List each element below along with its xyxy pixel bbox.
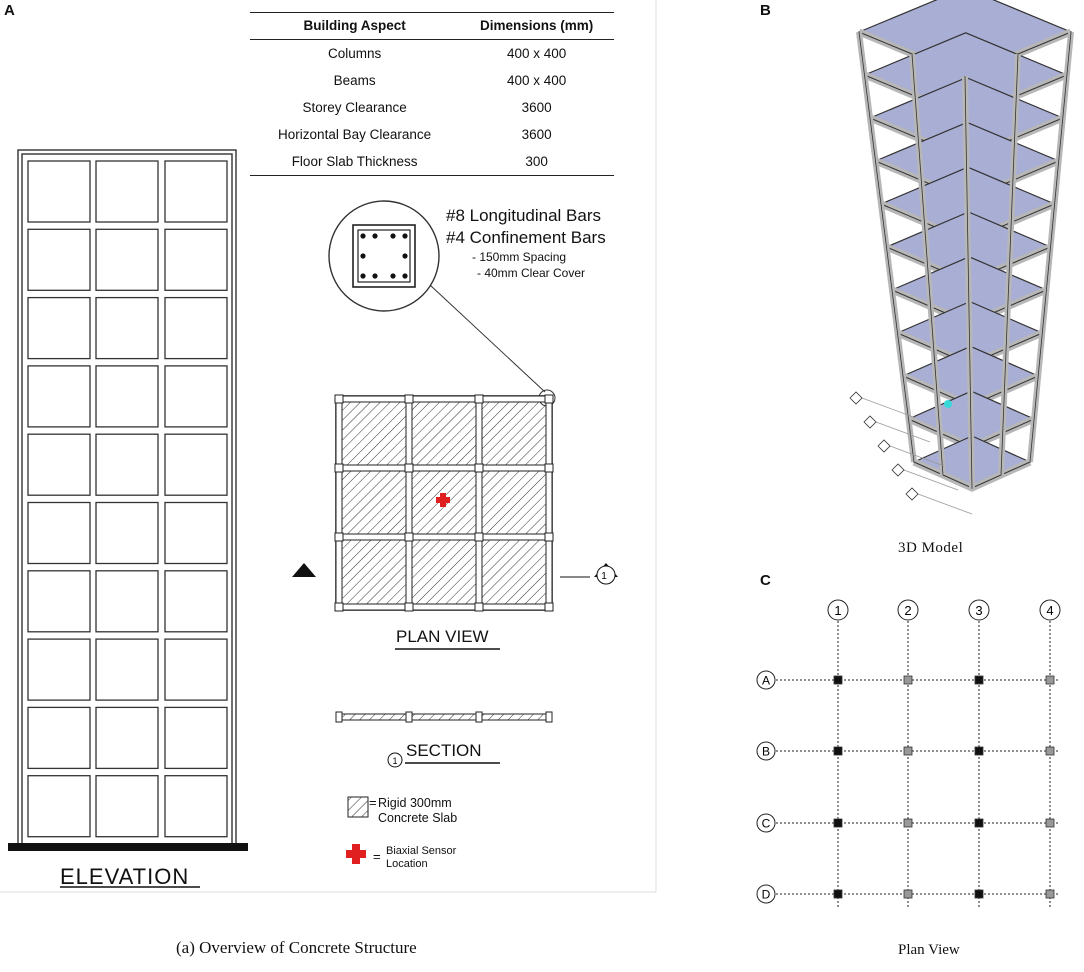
elevation-bay: [28, 161, 90, 222]
table-cell: Horizontal Bay Clearance: [278, 127, 432, 142]
plan-column: [405, 395, 413, 403]
legend-sensor-eq: =: [373, 849, 381, 864]
table-cell: Beams: [333, 73, 376, 88]
column-grid: [757, 600, 1060, 908]
grid-row-label: B: [761, 744, 771, 759]
table-cell: 400 x 400: [506, 46, 567, 61]
grid-column-node: [834, 890, 842, 898]
grid-row-label: C: [761, 816, 771, 831]
plan-beam: [336, 465, 552, 471]
plan-column: [545, 603, 553, 611]
panel-c-letter: C: [760, 572, 771, 589]
grid-column-node: [834, 819, 842, 827]
plan-column: [405, 464, 413, 472]
elevation-bay: [28, 434, 90, 495]
plan-beam: [476, 396, 482, 610]
grid-column-node: [904, 747, 912, 755]
grid-column-node: [975, 890, 983, 898]
plan-column: [545, 464, 553, 472]
plan-beam: [336, 604, 552, 610]
grid-bubble: [850, 392, 862, 404]
elevation-bay: [96, 298, 158, 359]
plan-column: [475, 603, 483, 611]
elevation-bay: [96, 639, 158, 700]
plan-column: [335, 603, 343, 611]
grid-column-node: [975, 819, 983, 827]
elevation-bay: [165, 707, 227, 768]
grid-row-label: D: [761, 887, 771, 902]
elevation-bay: [165, 434, 227, 495]
plan-column: [335, 464, 343, 472]
panel-c-caption: Plan View: [898, 942, 960, 958]
grid-column-node: [904, 819, 912, 827]
elevation-bay: [165, 229, 227, 290]
elevation-bay: [28, 707, 90, 768]
plan-column: [475, 533, 483, 541]
elevation-bay: [165, 503, 227, 564]
table-cell: 300: [525, 154, 548, 169]
elevation-label: ELEVATION: [60, 864, 190, 889]
grid-column-node: [1046, 890, 1054, 898]
detail-line-4: - 40mm Clear Cover: [477, 266, 586, 280]
tower-model: [850, 0, 1071, 514]
plan-beam: [406, 396, 412, 610]
grid-column-label: 2: [904, 603, 912, 618]
elevation-bay: [28, 503, 90, 564]
plan-view: [292, 395, 618, 611]
elevation-bay: [28, 571, 90, 632]
grid-bubble: [878, 440, 890, 452]
grid-bubble: [864, 416, 876, 428]
grid-column-node: [975, 747, 983, 755]
grid-leader: [918, 494, 972, 514]
grid-column-node: [834, 747, 842, 755]
legend-slab-line1: Rigid 300mm: [378, 796, 452, 810]
plan-column: [475, 395, 483, 403]
plan-beam: [546, 396, 552, 610]
elevation-bay: [96, 776, 158, 837]
panel-b-caption: 3D Model: [898, 540, 964, 556]
elevation-bay: [28, 366, 90, 427]
section-label: SECTION: [406, 741, 482, 760]
legend-slab-swatch: [348, 797, 368, 817]
elevation-bays: [28, 161, 227, 837]
plan-beam: [336, 396, 552, 402]
elevation-ground: [8, 843, 248, 851]
plan-column: [405, 603, 413, 611]
elevation-bay: [96, 434, 158, 495]
section-callout-number: 1: [392, 756, 398, 766]
elevation-bay: [96, 707, 158, 768]
plan-column: [545, 533, 553, 541]
legend-sensor-text: [386, 845, 456, 871]
grid-column-node: [975, 676, 983, 684]
table-cell: Floor Slab Thickness: [291, 154, 418, 169]
section-marker-left: [292, 563, 316, 577]
elevation-bay: [96, 161, 158, 222]
plan-column: [335, 533, 343, 541]
elevation-bay: [28, 298, 90, 359]
table-cell: 3600: [521, 127, 552, 142]
sensor-node: [944, 400, 952, 408]
legend-sensor-line2: Location: [386, 858, 428, 870]
spec-header-aspect: Building Aspect: [250, 13, 459, 40]
elevation-bay: [165, 366, 227, 427]
grid-bubble: [892, 464, 904, 476]
elevation-bay: [28, 229, 90, 290]
detail-line-2: #4 Confinement Bars: [446, 228, 606, 247]
table-cell: 3600: [521, 100, 552, 115]
plan-column: [405, 533, 413, 541]
elevation-bay: [165, 161, 227, 222]
elevation-bay: [96, 366, 158, 427]
legend-slab-eq: =: [369, 795, 377, 810]
elevation-bay: [96, 571, 158, 632]
plan-beam: [336, 534, 552, 540]
elevation-bay: [28, 776, 90, 837]
grid-column-label: 4: [1046, 603, 1054, 618]
section-drawing: [336, 712, 552, 722]
elevation-bay: [96, 229, 158, 290]
section-marker-number: 1: [601, 571, 607, 582]
table-cell: Storey Clearance: [302, 100, 407, 115]
legend-sensor-icon: [346, 844, 366, 864]
detail-line-1: #8 Longitudinal Bars: [446, 206, 602, 225]
spec-header-dimensions: Dimensions (mm): [459, 13, 614, 40]
grid-column-node: [834, 676, 842, 684]
grid-row-label: A: [761, 673, 771, 688]
panel-b-letter: B: [760, 2, 771, 19]
grid-column-node: [904, 676, 912, 684]
table-cell: 400 x 400: [506, 73, 567, 88]
elevation-frame: [18, 150, 236, 846]
table-cell: Columns: [327, 46, 382, 61]
grid-column-node: [1046, 747, 1054, 755]
legend-sensor-line1: Biaxial Sensor: [386, 845, 457, 857]
plan-column: [545, 395, 553, 403]
panel-b-3d-model: [830, 0, 1084, 530]
detail-line-3: - 150mm Spacing: [472, 250, 567, 264]
plan-column: [475, 464, 483, 472]
plan-view-label: PLAN VIEW: [396, 627, 489, 646]
grid-column-label: 1: [834, 603, 842, 618]
plan-beam: [336, 396, 342, 610]
elevation-bay: [165, 571, 227, 632]
grid-bubble: [906, 488, 918, 500]
panel-a-caption: (a) Overview of Concrete Structure: [176, 938, 417, 957]
panel-c-grid-plan: [750, 590, 1084, 920]
elevation-bay: [165, 639, 227, 700]
grid-column-label: 3: [975, 603, 983, 618]
elevation-bay: [165, 298, 227, 359]
grid-column-node: [1046, 676, 1054, 684]
legend-slab-line2: Concrete Slab: [378, 811, 458, 825]
plan-column: [335, 395, 343, 403]
grid-column-node: [1046, 819, 1054, 827]
legend-slab-text: [378, 796, 457, 826]
elevation-bay: [28, 639, 90, 700]
elevation-bay: [165, 776, 227, 837]
panel-a-letter: A: [4, 2, 15, 19]
elevation-bay: [96, 503, 158, 564]
grid-column-node: [904, 890, 912, 898]
